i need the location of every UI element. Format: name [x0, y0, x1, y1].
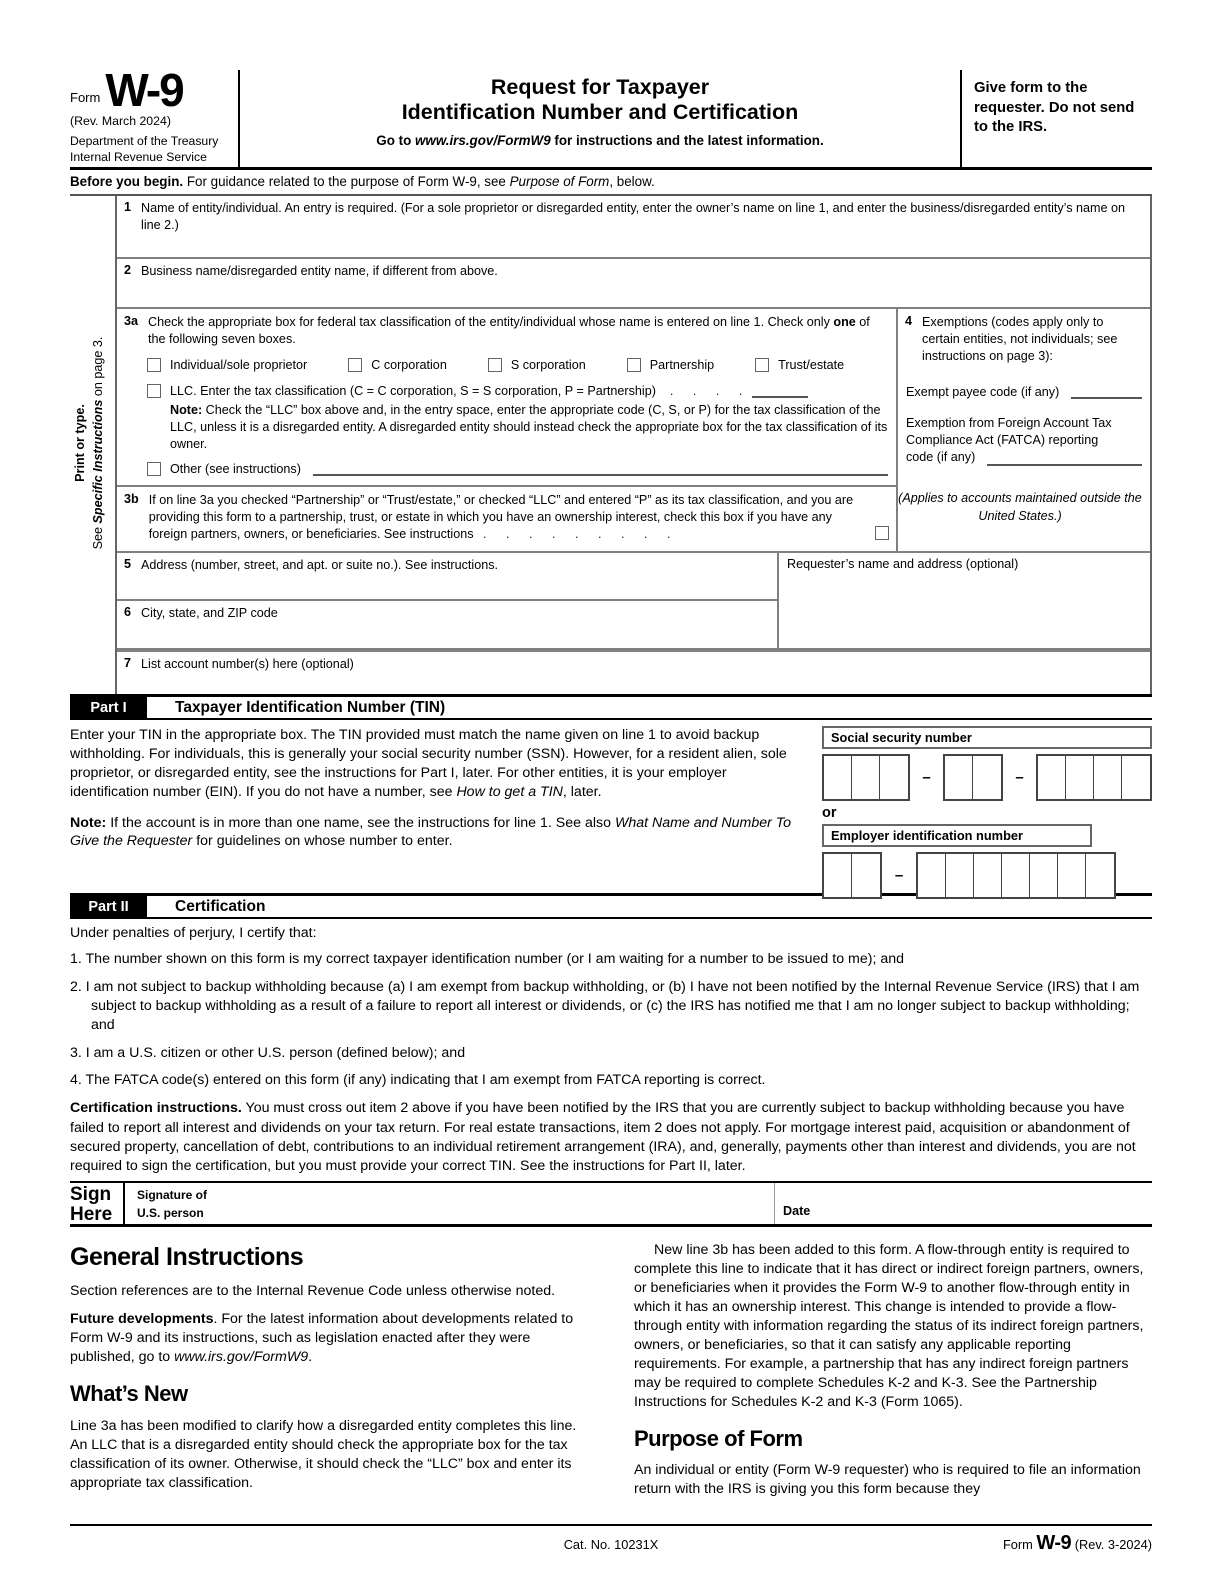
field-account-numbers-row[interactable]	[117, 650, 1150, 694]
before-bold: Before you begin.	[70, 174, 184, 189]
ssn-digit-cell[interactable]	[1066, 756, 1094, 799]
line6-number: 6	[124, 605, 132, 619]
signature-of-label: Signature of	[137, 1187, 208, 1202]
line5-number: 5	[124, 557, 132, 571]
option-llc	[147, 383, 888, 398]
fatca-label-2: code (if any)	[906, 450, 976, 464]
exempt-payee-line	[906, 384, 1142, 399]
part1-instructions	[70, 726, 808, 899]
ssn-digit-cell[interactable]	[880, 756, 908, 799]
line3a-intro-end: of the following seven boxes.	[148, 315, 870, 346]
form-title-line1: Request for Taxpayer	[490, 75, 710, 99]
instructions-left-column	[70, 1241, 588, 1509]
ein-digit-cell[interactable]	[1002, 854, 1030, 897]
line3a-number: 3a	[124, 314, 139, 328]
ssn-digit-cell[interactable]	[1038, 756, 1066, 799]
instructions-right-column	[634, 1241, 1152, 1509]
part2-section	[70, 919, 1152, 1177]
before-suffix: , below.	[609, 174, 655, 189]
goto-instructions	[240, 133, 960, 148]
sign-word: Sign	[70, 1183, 112, 1205]
ein-digit-cell[interactable]	[918, 854, 946, 897]
line4-exemptions-section	[898, 309, 1150, 551]
llc-dot-leader: . . . .	[669, 383, 743, 398]
here-word: Here	[70, 1204, 113, 1226]
ein-dash: –	[894, 867, 904, 884]
llc-classification-entry[interactable]	[752, 383, 808, 398]
sidebar-line1: Print or type.	[73, 404, 87, 482]
option-s-corporation	[488, 358, 586, 372]
part1-note-text1: If the account is in more than one name, see the instructions for line 1. See also	[106, 814, 615, 831]
line7-label: List account number(s) here (optional)	[141, 657, 354, 671]
form-number: W-9	[105, 64, 183, 116]
part1-p1-italic: How to get a TIN	[456, 783, 563, 800]
part1-title: Taxpayer Identification Number (TIN)	[175, 698, 446, 716]
part1-section	[70, 720, 1152, 893]
footer-form-revision: (Rev. 3-2024)	[1074, 1537, 1152, 1553]
goto-prefix: Go to	[376, 132, 415, 148]
before-text: For guidance related to the purpose of Form W-9, see	[183, 174, 510, 189]
ein-digit-cell[interactable]	[974, 854, 1002, 897]
line3a-section	[117, 309, 898, 551]
part1-note-text2: for guidelines on whose number to enter.	[192, 833, 453, 850]
tin-boxes-column	[822, 726, 1152, 899]
or-label: or	[822, 805, 837, 821]
option-partnership	[627, 358, 714, 372]
ein-group1	[822, 852, 882, 899]
ein-digit-cell[interactable]	[1030, 854, 1058, 897]
agency-label: Internal Revenue Service	[70, 149, 207, 164]
certification-item-3: 3. I am a U.S. citizen or other U.S. person (defined below); and	[70, 1044, 466, 1061]
sidebar-line2	[89, 293, 107, 593]
give-form-note: Give form to the requester. Do not send to the IRS.	[974, 80, 1135, 136]
fatca-block	[906, 415, 1142, 466]
requester-name-address-box[interactable]	[777, 553, 1150, 648]
line4-label: Exemptions (codes apply only to certain entities, not individuals; see instructions on page 3):	[922, 315, 1118, 363]
line6-label: City, state, and ZIP code	[141, 606, 278, 620]
future-developments-bold: Future developments	[70, 1311, 214, 1328]
signature-entry[interactable]	[137, 1183, 774, 1224]
ein-digit-cell[interactable]	[824, 854, 852, 897]
line3b-text: If on line 3a you checked “Partnership” or “Trust/estate,” or checked “LLC” and entered “P” as its tax classification, and you are providing this form to a partnership, trust, or estate in which you have an ownership interest, check this box if you have any foreign partners, owners, or beneficiaries. See instructions	[148, 493, 854, 541]
line7-number: 7	[124, 656, 132, 670]
ssn-group2	[943, 754, 1003, 801]
ssn-group1	[822, 754, 910, 801]
footer-form-number: W-9	[1036, 1532, 1072, 1555]
ein-input-row	[822, 852, 1152, 899]
address-column	[117, 553, 777, 648]
whats-new-paragraph: Line 3a has been modified to clarify how a disregarded entity completes this line. An LLC that is a disregarded entity should check the appropriate box for the tax classification of its owner. Otherwise, it should check the “LLC” box and enter its appropriate tax classification.	[70, 1417, 577, 1491]
applies-note: (Applies to accounts maintained outside the United States.)	[898, 491, 1142, 523]
fatca-code-line	[906, 449, 1142, 466]
new-line-3b-paragraph: New line 3b has been added to this form. A flow-through entity is required to complete this line to indicate that it has direct or indirect foreign partners, owners, or beneficiaries when it provides the Form W-9 to another flow-through entity in which it has an ownership interest. This change is intended to provide a flow-through entity with information regarding the status of its indirect foreign partners, owners, or beneficiaries, so that it can satisfy any applicable reporting requirements. For example, a partnership that has any indirect foreign partners may be required to complete Schedules K-2 and K-3. See the Partnership Instructions for Schedules K-2 and K-3 (Form 1065).	[634, 1241, 1144, 1410]
field-city-state-zip-row[interactable]	[117, 601, 777, 648]
label-llc: LLC. Enter the tax classification (C = C corporation, S = S corporation, P = Partnership)	[170, 383, 656, 398]
option-trust-estate	[755, 358, 844, 372]
part1-label: Part I	[70, 697, 147, 718]
ein-digit-cell[interactable]	[852, 854, 880, 897]
label-c-corporation: C corporation	[371, 358, 447, 372]
certification-item-1: 1. The number shown on this form is my correct taxpayer identification number (or I am waiting for a number to be issued to me); and	[70, 951, 905, 967]
catalog-number: Cat. No. 10231X	[563, 1537, 659, 1553]
line4-number: 4	[905, 314, 913, 328]
certification-instructions-text: You must cross out item 2 above if you have been notified by the IRS that you are currently subject to backup withholding because you have failed to report all interest and dividends on your tax return. For real estate transactions, item 2 does not apply. For mortgage interest paid, acquisition or abandonment of secured property, cancellation of debt, contributions to an individual retirement arrangement (IRA), and, generally, payments other than interest and dividends, you are not required to sign the certification, but you must provide your correct TIN. See the instructions for Part II, later.	[70, 1100, 1136, 1175]
ssn-digit-cell[interactable]	[1094, 756, 1122, 799]
department-label: Department of the Treasury	[70, 133, 219, 148]
part1-note	[70, 814, 808, 852]
page-footer	[70, 1524, 1152, 1555]
part2-title: Certification	[175, 897, 266, 915]
checkbox-trust-estate[interactable]	[755, 358, 769, 372]
label-partnership: Partnership	[649, 358, 715, 372]
line3b-label	[149, 492, 890, 543]
line1-label: Name of entity/individual. An entry is required. (For a sole proprietor or disregarded entity, enter the owner’s name on line 1, and enter the business/disregarded entity’s name on line 2.)	[141, 201, 1126, 232]
line1-number: 1	[124, 200, 132, 214]
ssn-input-row	[822, 754, 1152, 801]
sidebar-page3: on page 3.	[91, 336, 106, 400]
form-word: Form	[70, 89, 101, 105]
line3b-number: 3b	[124, 492, 139, 506]
field-address-row[interactable]	[117, 553, 777, 601]
address-section	[117, 553, 1150, 650]
ein-digit-cell[interactable]	[946, 854, 974, 897]
ssn-digit-cell[interactable]	[852, 756, 880, 799]
section-references-paragraph: Section references are to the Internal Revenue Code unless otherwise noted.	[70, 1283, 556, 1299]
part1-p1-text: Enter your TIN in the appropriate box. The TIN provided must match the name given on line 1 to avoid backup withholding. For individuals, this is generally your social security number (SSN). However, for a resident alien, sole proprietor, or disregarded entity, see the instructions for Part I, later. For other entities, it is your employer identification number (EIN). If you do not have a number, see	[70, 727, 787, 800]
option-c-corporation	[348, 358, 447, 372]
checkbox-individual[interactable]	[147, 358, 161, 372]
ssn-label-box: Social security number	[822, 726, 1152, 749]
whats-new-title: What’s New	[70, 1381, 188, 1407]
purpose-of-form-title: Purpose of Form	[634, 1425, 803, 1451]
llc-note	[170, 402, 888, 453]
footer-form-word: Form	[1002, 1537, 1033, 1553]
us-person-label: U.S. person	[137, 1205, 204, 1220]
print-or-type-sidebar	[70, 196, 115, 694]
checkbox-other[interactable]	[147, 462, 161, 476]
exempt-payee-code-entry[interactable]	[1071, 384, 1142, 399]
line3a-intro: Check the appropriate box for federal tax classification of the entity/individual whose name is entered on line 1. Check only	[148, 315, 834, 329]
label-s-corporation: S corporation	[510, 358, 586, 372]
future-developments-text: . For the latest information about developments related to Form W-9 and its instructions, such as legislation enacted after they were published, go to	[70, 1311, 574, 1366]
part1-note-italic: What Name and Number To Give the Requester	[70, 814, 792, 850]
certification-item-4: 4. The FATCA code(s) entered on this form (if any) indicating that I am exempt from FATCA reporting is correct.	[70, 1072, 766, 1089]
llc-note-bold: Note:	[170, 403, 203, 417]
line3b-dot-leader: . . . . . . . . .	[483, 527, 671, 541]
purpose-paragraph: An individual or entity (Form W-9 requester) who is required to file an information return with the IRS is giving you this form because they	[634, 1462, 1141, 1498]
before-you-begin	[70, 170, 1152, 196]
part1-bar	[70, 694, 1152, 720]
checkbox-llc[interactable]	[147, 384, 161, 398]
future-developments-url: www.irs.gov/FormW9	[174, 1349, 309, 1366]
line3b-section	[117, 485, 896, 551]
ssn-digit-cell[interactable]	[973, 756, 1001, 799]
before-italic: Purpose of Form	[509, 174, 610, 189]
ein-digit-cell[interactable]	[1058, 854, 1086, 897]
line2-number: 2	[124, 263, 132, 277]
ssn-dash2: –	[1015, 769, 1024, 786]
part1-note-bold: Note:	[70, 814, 107, 831]
checkbox-s-corporation[interactable]	[488, 358, 502, 372]
general-instructions-section	[70, 1241, 1152, 1509]
certification-instructions-bold: Certification instructions.	[70, 1100, 242, 1117]
label-trust-estate: Trust/estate	[778, 358, 845, 372]
checkbox-partnership[interactable]	[627, 358, 641, 372]
part1-p1-end: , later.	[562, 783, 602, 800]
part1-paragraph1	[70, 726, 808, 802]
field-business-name-row[interactable]	[117, 259, 1150, 309]
classification-and-exemptions-section	[117, 309, 1150, 553]
exempt-payee-label: Exempt payee code (if any)	[906, 385, 1060, 399]
sign-here-label	[70, 1183, 123, 1224]
line3a-label	[148, 314, 888, 348]
future-developments-paragraph	[70, 1310, 588, 1367]
form-header	[70, 64, 1152, 170]
footer-form-id	[658, 1532, 1152, 1555]
form-revision: (Rev. March 2024)	[70, 113, 171, 128]
sign-here-row	[70, 1181, 1152, 1227]
certification-item-2: 2. I am not subject to backup withholding because (a) I am exempt from backup withholding, or (b) I have not been notified by the Internal Revenue Service (IRS) that I am subject to backup withholding as a result of a failure to report all interest or dividends, or (c) the IRS has notified me that I am no longer subject to backup withholding; and	[70, 978, 1140, 1033]
sidebar-specific-instructions: Specific Instructions	[91, 399, 106, 524]
classification-checkbox-row	[147, 358, 896, 372]
ssn-dash: –	[922, 769, 931, 786]
certification-intro: Under penalties of perjury, I certify that:	[70, 925, 317, 941]
ssn-digit-cell[interactable]	[1122, 756, 1150, 799]
field-name-row[interactable]	[117, 196, 1150, 259]
sign-divider	[123, 1183, 125, 1224]
date-entry[interactable]	[774, 1183, 1152, 1224]
part2-label: Part II	[70, 896, 147, 917]
llc-note-text: Check the “LLC” box above and, in the entry space, enter the appropriate code (C, S, or P) for the tax classification of the LLC, unless it is a disregarded entity. A disregarded entity should instead check the appropriate box for the tax classification of its owner.	[170, 403, 888, 451]
certification-instructions	[70, 1099, 1152, 1176]
other-entry-line[interactable]	[313, 461, 888, 476]
ein-label-box: Employer identification number	[822, 824, 1092, 847]
ssn-digit-cell[interactable]	[945, 756, 973, 799]
general-instructions-title: General Instructions	[70, 1242, 304, 1271]
form-title-line2: Identification Number and Certification	[401, 100, 799, 125]
goto-suffix: for instructions and the latest information.	[550, 132, 824, 148]
ssn-group3	[1036, 754, 1152, 801]
goto-url: www.irs.gov/FormW9	[414, 132, 551, 148]
line3a-one-bold: one	[833, 315, 856, 329]
ein-group2	[916, 852, 1116, 899]
form-title	[240, 75, 960, 126]
header-left-block	[70, 64, 238, 167]
checkbox-3b-foreign-partners[interactable]	[875, 526, 889, 540]
line5-label: Address (number, street, and apt. or suite no.). See instructions.	[141, 558, 499, 572]
checkbox-c-corporation[interactable]	[348, 358, 362, 372]
option-other	[147, 461, 888, 476]
fatca-label: Exemption from Foreign Account Tax Compliance Act (FATCA) reporting	[906, 416, 1112, 447]
ein-digit-cell[interactable]	[1086, 854, 1114, 897]
option-individual	[147, 358, 307, 372]
date-label: Date	[783, 1203, 811, 1218]
future-developments-suffix: .	[308, 1349, 313, 1366]
sidebar-see: See	[91, 523, 106, 550]
requester-label: Requester’s name and address (optional)	[787, 557, 1019, 571]
header-title-block	[238, 70, 962, 167]
ssn-digit-cell[interactable]	[824, 756, 852, 799]
label-individual: Individual/sole proprietor	[170, 358, 308, 372]
fatca-code-entry[interactable]	[987, 451, 1142, 466]
form-body	[70, 196, 1152, 694]
line2-label: Business name/disregarded entity name, if different from above.	[141, 264, 498, 278]
label-other: Other (see instructions)	[170, 462, 301, 476]
